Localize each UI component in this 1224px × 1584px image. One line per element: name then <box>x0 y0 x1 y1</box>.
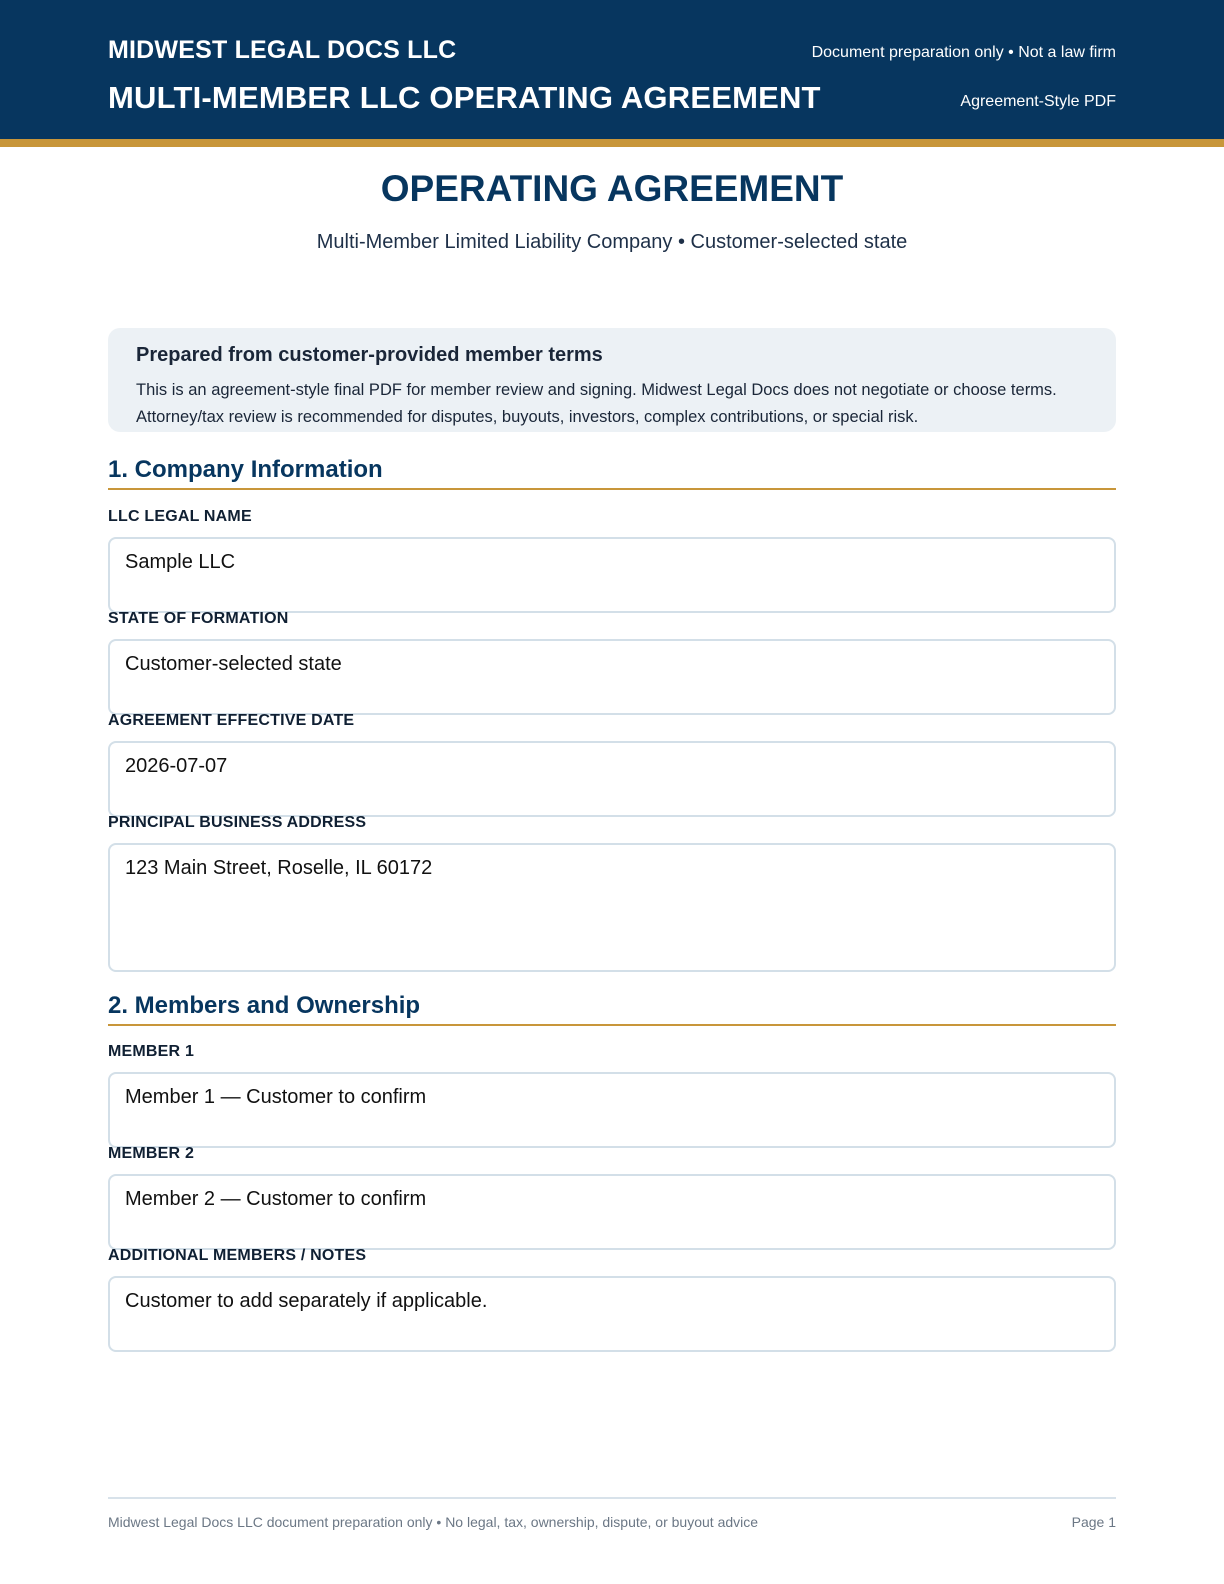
brand-name: MIDWEST LEGAL DOCS LLC <box>108 36 457 64</box>
agreement-type-title: MULTI-MEMBER LLC OPERATING AGREEMENT <box>108 80 821 115</box>
field-label-member-2: MEMBER 2 <box>108 1145 195 1162</box>
preparation-note: Document preparation only • Not a law firm <box>811 44 1116 61</box>
section-heading-members-ownership: 2. Members and Ownership <box>108 992 1116 1026</box>
additional-members-field[interactable] <box>108 1276 1116 1352</box>
llc-legal-name-field[interactable] <box>108 537 1116 613</box>
notice-body <box>136 377 1057 431</box>
field-label-principal-address: PRINCIPAL BUSINESS ADDRESS <box>108 814 367 831</box>
effective-date-value: 2026-07-07 <box>125 755 228 777</box>
notice-box <box>108 328 1116 432</box>
principal-address-field[interactable] <box>108 843 1116 972</box>
member-1-value: Member 1 — Customer to confirm <box>125 1086 427 1108</box>
field-label-llc-legal-name: LLC LEGAL NAME <box>108 508 252 525</box>
footer-divider <box>108 1497 1116 1499</box>
document-header <box>0 0 1224 139</box>
state-of-formation-value: Customer-selected state <box>125 653 342 675</box>
notice-line-1: This is an agreement-style final PDF for member review and signing. Midwest Legal Docs does not negotiate or choose terms. <box>136 381 1057 399</box>
notice-line-2: Attorney/tax review is recommended for disputes, buyouts, investors, complex contributions, or special risk. <box>136 408 919 426</box>
section-heading-company-information: 1. Company Information <box>108 456 1116 490</box>
state-of-formation-field[interactable] <box>108 639 1116 715</box>
principal-address-value: 123 Main Street, Roselle, IL 60172 <box>125 857 433 879</box>
llc-legal-name-value: Sample LLC <box>125 551 236 573</box>
member-2-value: Member 2 — Customer to confirm <box>125 1188 427 1210</box>
additional-members-value: Customer to add separately if applicable. <box>125 1290 488 1312</box>
document-title: OPERATING AGREEMENT <box>380 168 844 209</box>
member-1-field[interactable] <box>108 1072 1116 1148</box>
document-style-label: Agreement-Style PDF <box>960 93 1116 110</box>
member-2-field[interactable] <box>108 1174 1116 1250</box>
effective-date-field[interactable] <box>108 741 1116 817</box>
page-number: Page 1 <box>1071 1514 1116 1530</box>
document-subtitle: Multi-Member Limited Liability Company • Customer-selected state <box>316 231 908 253</box>
field-label-effective-date: AGREEMENT EFFECTIVE DATE <box>108 712 355 729</box>
field-label-additional-members: ADDITIONAL MEMBERS / NOTES <box>108 1247 367 1264</box>
footer-disclaimer: Midwest Legal Docs LLC document preparation only • No legal, tax, ownership, dispute, or buyout advice <box>108 1514 759 1530</box>
header-accent-bar <box>0 139 1224 147</box>
field-label-member-1: MEMBER 1 <box>108 1043 195 1060</box>
notice-heading: Prepared from customer-provided member terms <box>136 344 603 366</box>
field-label-state-of-formation: STATE OF FORMATION <box>108 610 289 627</box>
